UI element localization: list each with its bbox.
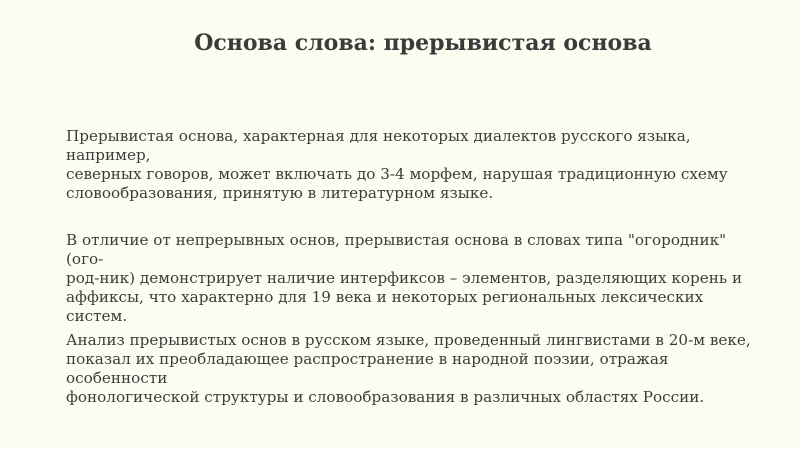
paragraph-1: Прерывистая основа, характерная для некоторых диалектов русского языка, например, северных говоров, может включать до 3-4 морфем, нарушая традиционную схему словообразования, принятую в литературном языке. <box>66 127 728 202</box>
slide-title: Основа слова: прерывистая основа <box>194 30 652 56</box>
paragraph-3: Анализ прерывистых основ в русском языке, проведенный лингвистами в 20-м веке, показал их преобладающее распространение в народной поэзии, отражая особенности фонологической структуры и словообразования в различных областях России. <box>66 331 751 406</box>
paragraph-2: В отличие от непрерывных основ, прерывистая основа в словах типа "огородник" (ого- род-ник) демонстрирует наличие интерфиксов – элементов, разделяющих корень и аффиксы, что характерно для 19 века и некоторых региональных лексических систем. <box>66 231 743 325</box>
